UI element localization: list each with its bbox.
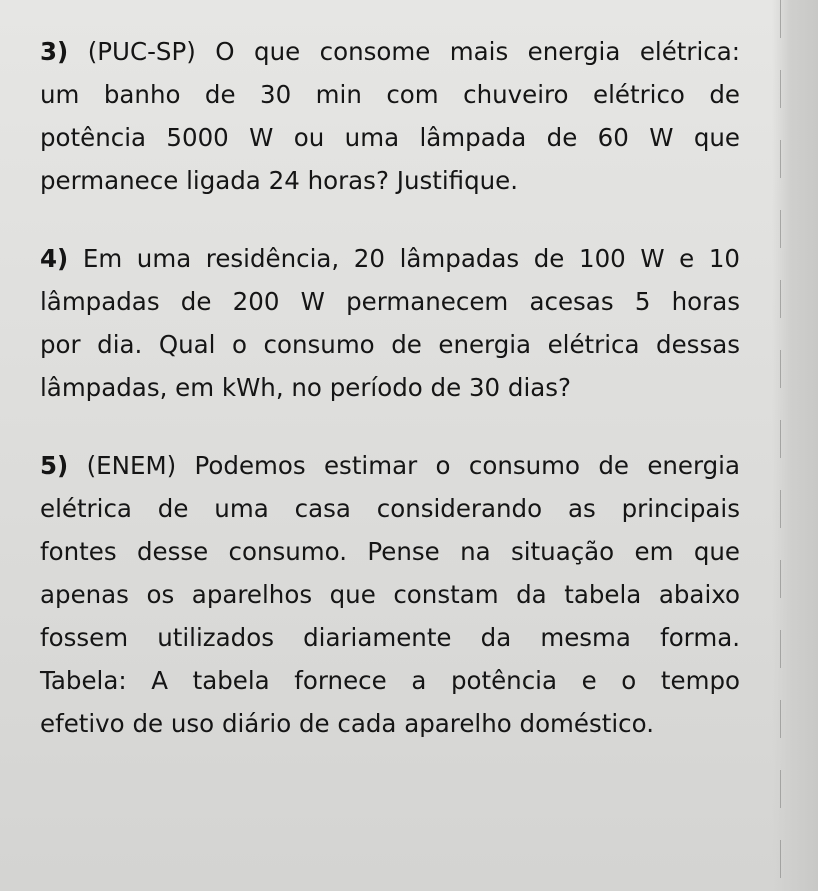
question-3: [40, 30, 740, 202]
question-5-line-3: fontes desse consumo. Pense na situação em que: [40, 537, 740, 566]
question-4-number: 4): [40, 244, 69, 273]
question-5-line-5: fossem utilizados diariamente da mesma forma.: [40, 623, 740, 652]
question-3-number: 3): [40, 37, 69, 66]
question-5-line-4: apenas os aparelhos que constam da tabela abaixo: [40, 580, 740, 609]
question-3-line-4: permanece ligada 24 horas? Justifique.: [40, 166, 519, 195]
question-4-line-4: lâmpadas, em kWh, no período de 30 dias?: [40, 373, 572, 402]
page-edge-shadow: [772, 0, 818, 891]
question-4: [40, 237, 740, 409]
questions-block: [40, 30, 740, 745]
question-3-line-2: um banho de 30 min com chuveiro elétrico de: [40, 80, 740, 109]
question-3-text-1: (PUC-SP) O que consome mais energia elétrica:: [87, 37, 740, 66]
question-5-line-6: Tabela: A tabela fornece a potência e o tempo: [40, 666, 740, 695]
question-4-line-2: lâmpadas de 200 W permanecem acesas 5 horas: [40, 287, 740, 316]
question-5-number: 5): [40, 451, 69, 480]
question-4-line-1: [40, 237, 740, 280]
question-3-line-3: potência 5000 W ou uma lâmpada de 60 W que: [40, 123, 740, 152]
question-5-text-1: (ENEM) Podemos estimar o consumo de energia: [86, 451, 741, 480]
question-4-text-1: Em uma residência, 20 lâmpadas de 100 W e 10: [82, 244, 741, 273]
page-edge-line: [780, 0, 781, 891]
question-3-line-1: [40, 30, 740, 73]
question-5: [40, 444, 740, 745]
question-5-line-2: elétrica de uma casa considerando as principais: [40, 494, 740, 523]
question-4-line-3: por dia. Qual o consumo de energia elétrica dessas: [40, 330, 740, 359]
question-5-line-7: efetivo de uso diário de cada aparelho doméstico.: [40, 709, 654, 738]
question-5-line-1: [40, 444, 740, 487]
